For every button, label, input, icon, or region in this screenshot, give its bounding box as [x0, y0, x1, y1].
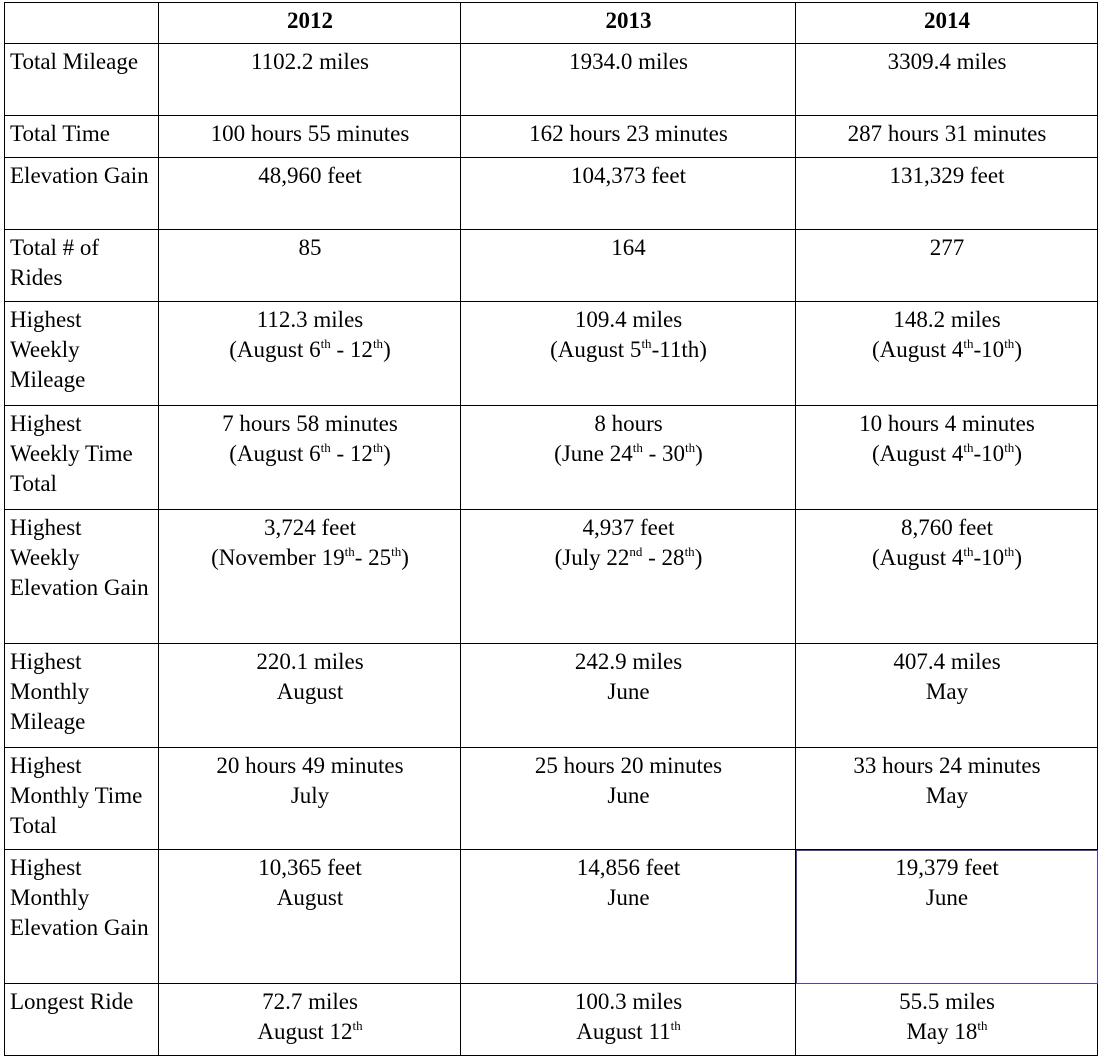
header-year-2013: 2013: [461, 3, 796, 44]
cell-2013: [461, 230, 796, 302]
cell-line: (August 5th-11th): [550, 336, 707, 362]
cell-line: June: [925, 885, 969, 910]
row-label: Highest Monthly Elevation Gain: [5, 850, 159, 984]
cell-line: (August 6th - 12th): [229, 440, 391, 466]
table-row: [5, 302, 1098, 406]
row-label: Highest Weekly Mileage: [5, 302, 159, 406]
row-label: Total Mileage: [5, 44, 159, 116]
row-label: Highest Weekly Time Total: [5, 406, 159, 510]
cell-2014: [796, 302, 1098, 406]
cell-2014: [796, 850, 1098, 984]
cell-line: August 12th: [257, 1018, 363, 1044]
cell-line: 25 hours 20 minutes: [534, 753, 723, 778]
cell-line: 10 hours 4 minutes: [859, 411, 1035, 436]
cell-2012: [159, 748, 461, 850]
row-label: Highest Monthly Time Total: [5, 748, 159, 850]
cell-2013: [461, 116, 796, 158]
cell-2013: [461, 158, 796, 230]
cell-line: 100 hours 55 minutes: [210, 121, 410, 146]
cell-line: 148.2 miles: [893, 307, 1001, 332]
cell-line: (June 24th - 30th): [554, 440, 703, 466]
cell-line: 164: [611, 235, 646, 260]
cell-line: (August 6th - 12th): [229, 336, 391, 362]
cell-2013: [461, 510, 796, 644]
cell-line: August: [276, 885, 344, 910]
cell-line: (August 4th-10th): [872, 440, 1022, 466]
cell-2013: [461, 644, 796, 748]
cell-2014: [796, 984, 1098, 1056]
cell-2013: [461, 302, 796, 406]
row-label: Longest Ride: [5, 984, 159, 1056]
header-corner: [5, 3, 159, 44]
cell-line: 277: [929, 235, 965, 260]
cell-2012: [159, 158, 461, 230]
cell-2014: [796, 158, 1098, 230]
cell-2013: [461, 44, 796, 116]
cell-line: 1102.2 miles: [251, 49, 369, 74]
cell-line: 20 hours 49 minutes: [216, 753, 404, 778]
cell-line: 10,365 feet: [258, 855, 362, 880]
table-row: [5, 748, 1098, 850]
cell-line: 85: [298, 235, 322, 260]
table-row: [5, 644, 1098, 748]
row-label: Highest Weekly Elevation Gain: [5, 510, 159, 644]
cell-line: August 11th: [576, 1018, 681, 1044]
cell-line: June: [607, 885, 650, 910]
cell-2014: [796, 748, 1098, 850]
table-row: [5, 44, 1098, 116]
cell-line: 407.4 miles: [893, 649, 1001, 674]
cell-2013: [461, 748, 796, 850]
cell-line: 14,856 feet: [576, 855, 681, 880]
cell-line: May: [925, 679, 969, 704]
table-row: [5, 850, 1098, 984]
cell-line: 162 hours 23 minutes: [529, 121, 728, 146]
cell-line: 220.1 miles: [256, 649, 364, 674]
row-label: Total # of Rides: [5, 230, 159, 302]
cell-2014: [796, 644, 1098, 748]
cell-line: 4,937 feet: [582, 515, 675, 540]
table-row: [5, 158, 1098, 230]
row-label: Highest Monthly Mileage: [5, 644, 159, 748]
cell-2012: [159, 644, 461, 748]
cell-2014: [796, 44, 1098, 116]
cell-line: 109.4 miles: [574, 307, 683, 332]
cell-line: 3,724 feet: [264, 515, 356, 540]
cell-2013: [461, 984, 796, 1056]
cell-2012: [159, 44, 461, 116]
cell-line: (July 22nd - 28th): [554, 544, 703, 570]
cell-2014: [796, 116, 1098, 158]
cell-line: 8 hours: [594, 411, 663, 436]
table-row: [5, 116, 1098, 158]
cell-line: 55.5 miles: [899, 989, 995, 1014]
cell-line: (August 4th-10th): [872, 336, 1022, 362]
header-row: [5, 3, 1098, 44]
cell-2012: [159, 116, 461, 158]
cell-line: June: [607, 679, 650, 704]
cell-line: 131,329 feet: [889, 163, 1005, 188]
cell-line: June: [607, 783, 650, 808]
table-row: [5, 406, 1098, 510]
cell-line: 112.3 miles: [256, 307, 364, 332]
cell-line: 242.9 miles: [574, 649, 683, 674]
cell-line: 1934.0 miles: [569, 49, 688, 74]
cell-line: 104,373 feet: [571, 163, 686, 188]
cell-2013: [461, 850, 796, 984]
cell-line: 33 hours 24 minutes: [853, 753, 1041, 778]
row-label: Elevation Gain: [5, 158, 159, 230]
cell-2012: [159, 984, 461, 1056]
cell-2014: [796, 230, 1098, 302]
cell-line: 7 hours 58 minutes: [222, 411, 398, 436]
cell-line: (November 19th- 25th): [211, 544, 409, 570]
row-label: Total Time: [5, 116, 159, 158]
cell-line: 48,960 feet: [258, 163, 362, 188]
cell-2012: [159, 302, 461, 406]
cell-line: 3309.4 miles: [887, 49, 1007, 74]
cell-line: 19,379 feet: [895, 855, 999, 880]
cell-2012: [159, 230, 461, 302]
cell-2012: [159, 510, 461, 644]
table-row: [5, 510, 1098, 644]
cell-2014: [796, 406, 1098, 510]
cell-2012: [159, 850, 461, 984]
cell-line: May: [925, 783, 969, 808]
cell-line: 8,760 feet: [901, 515, 993, 540]
cell-line: 100.3 miles: [574, 989, 683, 1014]
cell-line: August: [276, 679, 344, 704]
table-row: [5, 230, 1098, 302]
table-row: [5, 984, 1098, 1056]
cell-2013: [461, 406, 796, 510]
cell-line: 287 hours 31 minutes: [847, 121, 1047, 146]
header-year-2014: 2014: [796, 3, 1098, 44]
cycling-stats-table: [4, 2, 1098, 1056]
cell-2014: [796, 510, 1098, 644]
cell-2012: [159, 406, 461, 510]
cell-line: (August 4th-10th): [872, 544, 1022, 570]
cell-line: July: [290, 783, 330, 808]
header-year-2012: 2012: [159, 3, 461, 44]
cell-line: May 18th: [906, 1018, 988, 1044]
cell-line: 72.7 miles: [262, 989, 358, 1014]
